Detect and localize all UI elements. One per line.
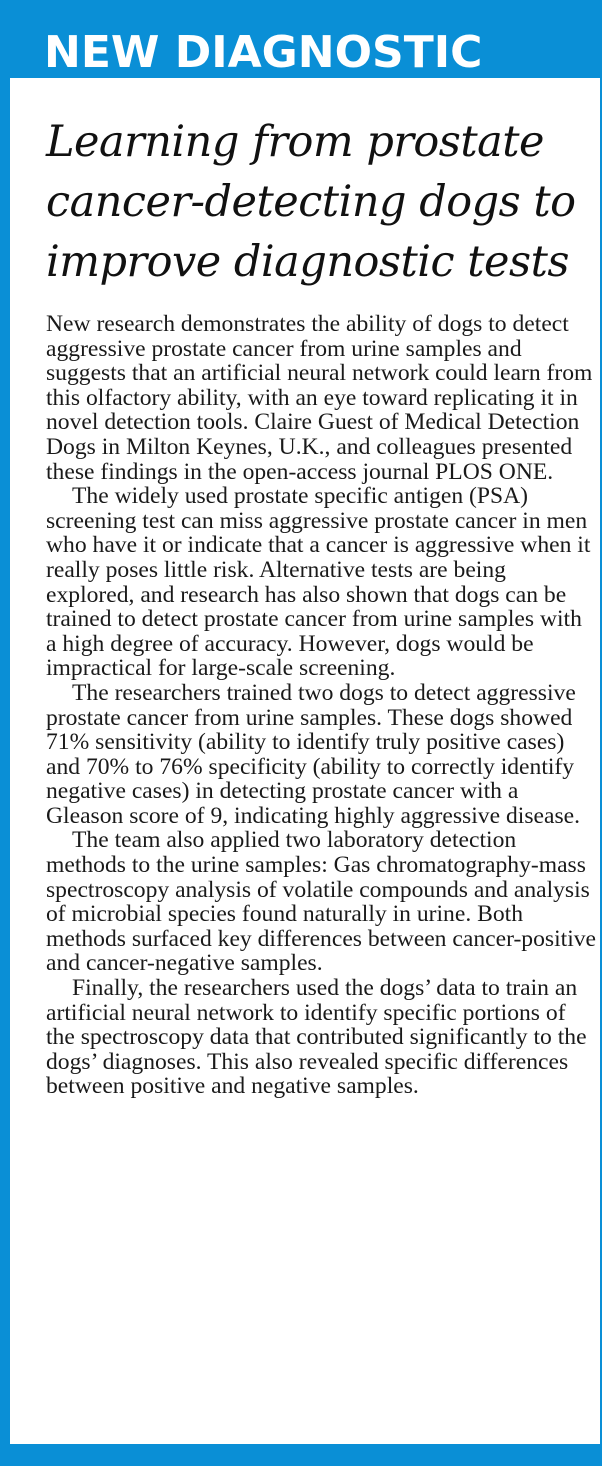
article-paragraph: The team also applied two laboratory detection methods to the urine samples: Gas chromatography-mass spectroscopy analysis of volatile compounds and analysis of microbial species found naturally in urine. Both methods surfaced key differences between cancer-positive and cancer-negative samples. <box>46 827 597 977</box>
article-paragraph: The widely used prostate specific antigen (PSA) screening test can miss aggressive prostate cancer in men who have it or indicate that a cancer is aggressive when it really poses little risk. Alternative tests are being explored, and research has also shown that dogs can be trained to detect prostate cancer from urine samples with a high degree of accuracy. However, dogs would be impractical for large-scale screening. <box>46 483 591 682</box>
article-body <box>46 312 598 1099</box>
article-paragraph: Finally, the researchers used the dogs’ data to train an artificial neural network to identify specific portions of the spectroscopy data that contributed significantly to the dogs’ diagnoses. This also revealed specific differences between positive and negative samples. <box>46 975 587 1100</box>
section-label: NEW DIAGNOSTIC <box>44 28 483 78</box>
article-paragraph: New research demonstrates the ability of dogs to detect aggressive prostate cancer from urine samples and suggests that an artificial neural network could learn from this olfactory ability, with an eye toward replicating it in novel detection tools. Claire Guest of Medical Detection Dogs in Milton Keynes, U.K., and colleagues presented these findings in the open-access journal PLOS ONE. <box>46 311 593 485</box>
section-banner <box>0 0 602 78</box>
article-content <box>46 112 598 1099</box>
article-headline: Learning from prostate cancer-detecting dogs to improve diagnostic tests <box>46 117 576 287</box>
article-paragraph: The researchers trained two dogs to detect aggressive prostate cancer from urine samples. These dogs showed 71% sensitivity (ability to identify truly positive cases) and 70% to 76% specificity (ability to correctly identify negative cases) in detecting prostate cancer with a Gleason score of 9, indicating highly aggressive disease. <box>46 679 580 829</box>
